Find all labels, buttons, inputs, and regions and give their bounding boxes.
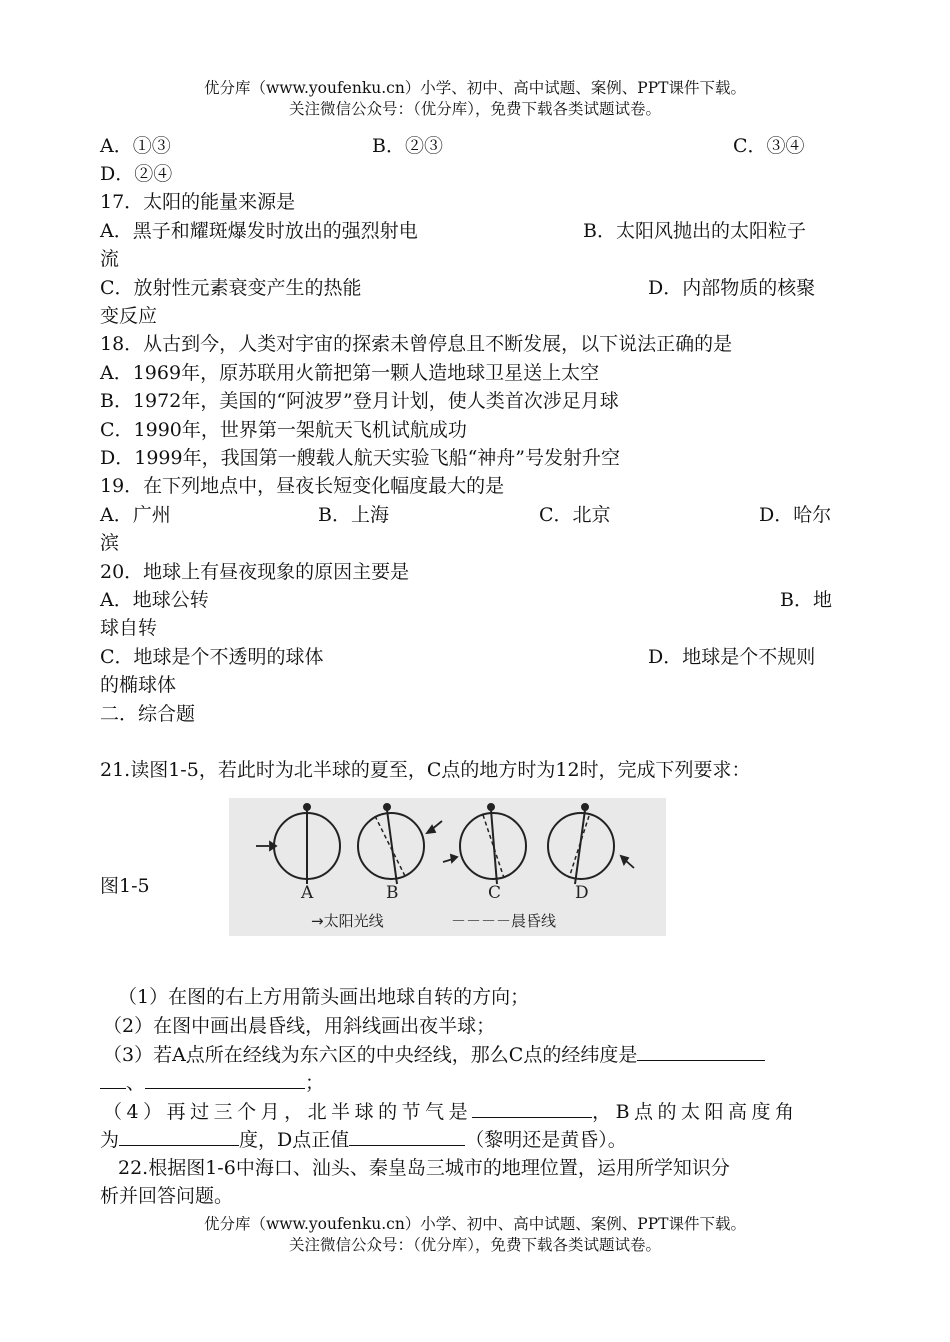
q17-option-d-wrap: 变反应 <box>100 305 158 327</box>
q21-part-4-line <box>103 1097 799 1126</box>
q20-option-b: B．地 <box>780 589 832 611</box>
globe-d-axis <box>575 810 585 884</box>
q21-part-4-text-c: 为 <box>100 1129 120 1151</box>
q21-part-3-line-2 <box>100 1068 324 1097</box>
q21-part-3-text: （3）若A点所在经线为东六区的中央经线，那么C点的经纬度是 <box>103 1044 638 1066</box>
q17-option-b-wrap: 流 <box>100 248 120 270</box>
q18-option-b: B．1972年，美国的“阿波罗”登月计划，使人类首次涉足月球 <box>100 390 619 412</box>
answer-blank-3a-cont[interactable] <box>100 1068 126 1089</box>
globe-d <box>548 804 614 884</box>
q19-option-d-wrap: 滨 <box>100 532 120 554</box>
q21-part-4-line-2 <box>100 1125 627 1154</box>
sunlight-arrow-a <box>256 842 276 850</box>
q20-stem: 20．地球上有昼夜现象的原因主要是 <box>100 561 410 583</box>
globe-c-pole <box>488 804 494 810</box>
globe-b-axis <box>387 810 397 884</box>
figure-1-5 <box>229 798 666 936</box>
q20-option-c: C．地球是个不透明的球体 <box>100 646 324 668</box>
legend-terminator: －－－－晨昏线 <box>451 912 557 930</box>
q21-part-3-line <box>103 1040 765 1069</box>
q16-option-b: B．②③ <box>372 135 443 157</box>
footer-line-1: 优分库（www.youfenku.cn）小学、初中、高中试题、案例、PPT课件下载。 <box>203 1215 747 1233</box>
answer-blank-4b[interactable] <box>119 1125 239 1146</box>
globe-a-pole <box>304 804 310 810</box>
q17-stem: 17．太阳的能量来源是 <box>100 191 296 213</box>
header-line-1: 优分库（www.youfenku.cn）小学、初中、高中试题、案例、PPT课件下载。 <box>203 79 747 97</box>
globe-label-b: B <box>386 883 399 903</box>
globe-c <box>460 804 526 884</box>
q17-option-b: B．太阳风抛出的太阳粒子 <box>583 220 806 242</box>
globe-d-pole <box>582 804 588 810</box>
footer-line-2: 关注微信公众号：（优分库），免费下载各类试题试卷。 <box>288 1236 661 1254</box>
answer-blank-3b[interactable] <box>145 1068 305 1089</box>
globe-label-c: C <box>488 883 502 903</box>
q20-option-b-wrap: 球自转 <box>100 617 158 639</box>
q16-option-c: C．③④ <box>733 135 805 157</box>
globe-c-axis <box>491 810 497 884</box>
q19-option-d: D．哈尔 <box>759 504 832 526</box>
q22-line-1: 22.根据图1-6中海口、汕头、秦皇岛三城市的地理位置，运用所学知识分 <box>118 1157 730 1179</box>
header-line-2: 关注微信公众号：（优分库），免费下载各类试题试卷。 <box>288 100 661 118</box>
answer-blank-4a[interactable] <box>472 1097 592 1118</box>
answer-blank-4c[interactable] <box>349 1125 465 1146</box>
q19-stem: 19．在下列地点中，昼夜长短变化幅度最大的是 <box>100 475 505 497</box>
q21-part-4-text-b: ，B点的太阳高度角 <box>592 1101 799 1123</box>
sunlight-arrow-b <box>427 821 442 833</box>
globe-b-terminator <box>375 816 406 878</box>
q19-option-b: B．上海 <box>318 504 389 526</box>
q21-part-2: （2）在图中画出晨昏线，用斜线画出夜半球； <box>103 1015 496 1037</box>
q18-option-a: A．1969年，原苏联用火箭把第一颗人造地球卫星送上太空 <box>100 362 600 384</box>
section-title: 二．综合题 <box>100 703 196 725</box>
q22-line-2: 析并回答问题。 <box>100 1185 234 1207</box>
q17-option-a: A．黑子和耀斑爆发时放出的强烈射电 <box>100 220 418 242</box>
q19-option-c: C．北京 <box>539 504 611 526</box>
q16-option-d: D．②④ <box>100 163 173 185</box>
answer-blank-3a[interactable] <box>637 1040 765 1061</box>
q21-part-4-text-e: （黎明还是黄昏）。 <box>465 1129 627 1151</box>
q21-part-3-end: ； <box>305 1072 325 1094</box>
globe-a <box>274 804 340 884</box>
q21-part-3-separator: 、 <box>126 1072 146 1094</box>
sunlight-arrow-c <box>443 855 457 862</box>
q20-option-d-wrap: 的椭球体 <box>100 674 177 696</box>
sunlight-arrow-d <box>621 856 634 868</box>
globe-label-a: A <box>301 883 314 903</box>
q18-option-c: C．1990年，世界第一架航天飞机试航成功 <box>100 419 467 441</box>
q20-option-d: D．地球是个不规则 <box>648 646 816 668</box>
q17-option-c: C．放射性元素衰变产生的热能 <box>100 277 362 299</box>
q21-stem: 21.读图1-5，若此时为北半球的夏至，C点的地方时为12时，完成下列要求： <box>100 759 751 781</box>
q21-part-1: （1）在图的右上方用箭头画出地球自转的方向； <box>118 986 530 1008</box>
legend-sunlight: →太阳光线 <box>311 912 384 930</box>
figure-caption: 图1-5 <box>100 875 150 897</box>
globe-b <box>358 804 424 884</box>
q19-option-a: A．广州 <box>100 504 171 526</box>
globe-label-d: D <box>575 883 589 903</box>
globe-b-pole <box>384 804 390 810</box>
figure-svg <box>229 798 666 936</box>
q17-option-d: D．内部物质的核聚 <box>648 277 816 299</box>
q21-part-4-text-d: 度，D点正值 <box>239 1129 350 1151</box>
q18-stem: 18．从古到今，人类对宇宙的探索未曾停息且不断发展，以下说法正确的是 <box>100 333 733 355</box>
q20-option-a: A．地球公转 <box>100 589 209 611</box>
q16-option-a: A．①③ <box>100 135 171 157</box>
q21-part-4-text: （4）再过三个月，北半球的节气是 <box>103 1101 473 1123</box>
q18-option-d: D．1999年，我国第一艘载人航天实验飞船“神舟”号发射升空 <box>100 447 621 469</box>
